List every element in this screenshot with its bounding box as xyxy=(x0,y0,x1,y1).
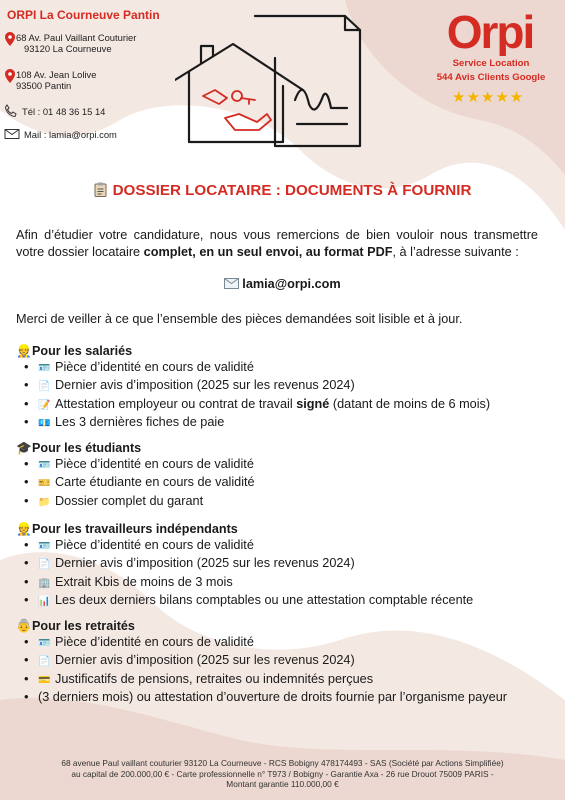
list-item: • 🪪 Pièce d’identité en cours de validité xyxy=(38,359,541,377)
envelope-icon xyxy=(224,278,239,289)
service-block xyxy=(430,57,552,85)
location-pin-icon xyxy=(5,69,15,83)
office-worker-icon: 👷 xyxy=(16,344,32,358)
document-list xyxy=(16,634,541,706)
address2-line2: 93500 Pantin xyxy=(16,80,72,91)
page-title xyxy=(0,182,565,199)
agency-name: ORPI La Courneuve Pantin xyxy=(7,8,160,22)
service-label: Service Location xyxy=(452,58,530,69)
phone-text: Tél : 01 48 36 15 14 xyxy=(22,105,106,117)
section-students xyxy=(16,440,541,511)
address2-line1: 108 Av. Jean Lolive xyxy=(16,69,97,80)
credit-card-icon: 💳 xyxy=(38,674,51,686)
list-item: • 🪪 Pièce d’identité en cours de validité xyxy=(38,456,541,474)
list-item: • 📝 Attestation employeur ou contrat de travail signé (datant de moins de 6 mois) xyxy=(38,396,541,414)
id-card-icon: 🪪 xyxy=(38,541,51,552)
folder-icon: 📁 xyxy=(38,496,51,508)
location-pin-icon xyxy=(5,32,15,46)
rating-stars: ★★★★★ xyxy=(452,89,525,106)
id-card-icon: 🪪 xyxy=(38,460,51,471)
list-item: • 🏢 Extrait Kbis de moins de 3 mois xyxy=(38,574,541,592)
svg-text:Orpi: Orpi xyxy=(446,6,534,56)
footer-line2: au capital de 200.000,00 € - Carte professionnelle n° T973 / Bobigny - Garantie Axa - 26 rue Drouot 75009 PARIS - xyxy=(71,768,494,779)
section-salaries xyxy=(16,343,541,433)
orpi-logo xyxy=(430,6,550,61)
document-list xyxy=(16,456,541,511)
student-card-icon: 🎫 xyxy=(38,478,51,490)
email-address-link[interactable]: lamia@orpi.com xyxy=(242,277,341,291)
section-title: 👷Pour les travailleurs indépendants xyxy=(16,522,238,536)
id-card-icon: 🪪 xyxy=(38,638,51,649)
phone-row xyxy=(4,104,105,118)
list-item: • 📄 Dernier avis d’imposition (2025 sur les revenus 2024) xyxy=(38,555,541,573)
document-list xyxy=(16,537,541,611)
list-item: • 📊 Les deux derniers bilans comptables ou une attestation comptable récente xyxy=(38,592,541,610)
house-document-illustration xyxy=(175,8,385,156)
section-title: 👵Pour les retraités xyxy=(16,619,135,633)
mail-text: Mail : lamia@orpi.com xyxy=(24,128,117,140)
address-block-1 xyxy=(5,32,136,54)
list-item: • 📄 Dernier avis d’imposition (2025 sur les revenus 2024) xyxy=(38,377,541,395)
elderly-person-icon: 👵 xyxy=(16,619,32,633)
section-freelancers xyxy=(16,521,541,611)
phone-icon xyxy=(4,104,18,118)
address-block-2 xyxy=(5,69,96,91)
worker-icon: 👷 xyxy=(16,522,32,536)
envelope-icon xyxy=(4,128,20,140)
list-item: • 💳 Justificatifs de pensions, retraites ou indemnités perçues xyxy=(38,671,541,689)
list-item: • 🪪 Pièce d’identité en cours de validité xyxy=(38,537,541,555)
reviews-label: 544 Avis Clients Google xyxy=(436,72,546,83)
page-icon: 📄 xyxy=(38,656,51,668)
section-retirees xyxy=(16,618,541,706)
address1-line1: 68 Av. Paul Vaillant Couturier xyxy=(16,32,137,43)
bar-chart-icon: 📊 xyxy=(38,596,51,608)
page-icon: 📄 xyxy=(38,381,51,393)
footer-line3: Montant garantie 110.000,00 € xyxy=(226,779,339,789)
list-item: • 📁 Dossier complet du garant xyxy=(38,493,541,511)
footer-line1: 68 avenue Paul vaillant couturier 93120 La Courneuve - RCS Bobigny 478174493 - SAS (Société par Actions Simplifiée) xyxy=(61,758,504,768)
graduation-cap-icon: 🎓 xyxy=(16,441,32,455)
id-card-icon: 🪪 xyxy=(38,363,51,374)
list-item: • 💶 Les 3 dernières fiches de paie xyxy=(38,414,541,432)
mail-row xyxy=(4,128,117,140)
intro-part2: , à l’adresse suivante : xyxy=(392,244,519,259)
list-item: • 🪪 Pièce d’identité en cours de validité xyxy=(38,634,541,652)
intro-paragraph xyxy=(16,227,538,260)
section-title: 👷Pour les salariés xyxy=(16,344,133,358)
document-list xyxy=(16,359,541,433)
banknote-icon: 💶 xyxy=(38,418,51,430)
list-item: • 📄 Dernier avis d’imposition (2025 sur les revenus 2024) xyxy=(38,652,541,670)
legal-footer xyxy=(0,758,565,790)
section-title: 🎓Pour les étudiants xyxy=(16,441,142,455)
building-icon: 🏢 xyxy=(38,577,51,589)
clipboard-icon xyxy=(94,182,107,197)
email-line xyxy=(0,277,565,291)
list-item: • 🎫 Carte étudiante en cours de validité xyxy=(38,474,541,492)
address1-line2: 93120 La Courneuve xyxy=(24,43,112,54)
orpi-logo-mark xyxy=(430,6,550,56)
page-icon: 📄 xyxy=(38,559,51,571)
memo-icon: 📝 xyxy=(38,399,51,411)
intro-part1: Afin d’étudier votre candidature, nous vous remercions de bien vouloir nous transmettre votre dossier locataire xyxy=(16,228,538,259)
legibility-note: Merci de veiller à ce que l’ensemble des pièces demandées soit lisible et à jour. xyxy=(16,312,463,326)
intro-bold: complet, en un seul envoi, au format PDF xyxy=(143,244,393,259)
list-item: • (3 derniers mois) ou attestation d’ouverture de droits fournie par l’organisme payeur xyxy=(38,689,541,705)
title-text: DOSSIER LOCATAIRE : DOCUMENTS À FOURNIR xyxy=(112,182,472,199)
